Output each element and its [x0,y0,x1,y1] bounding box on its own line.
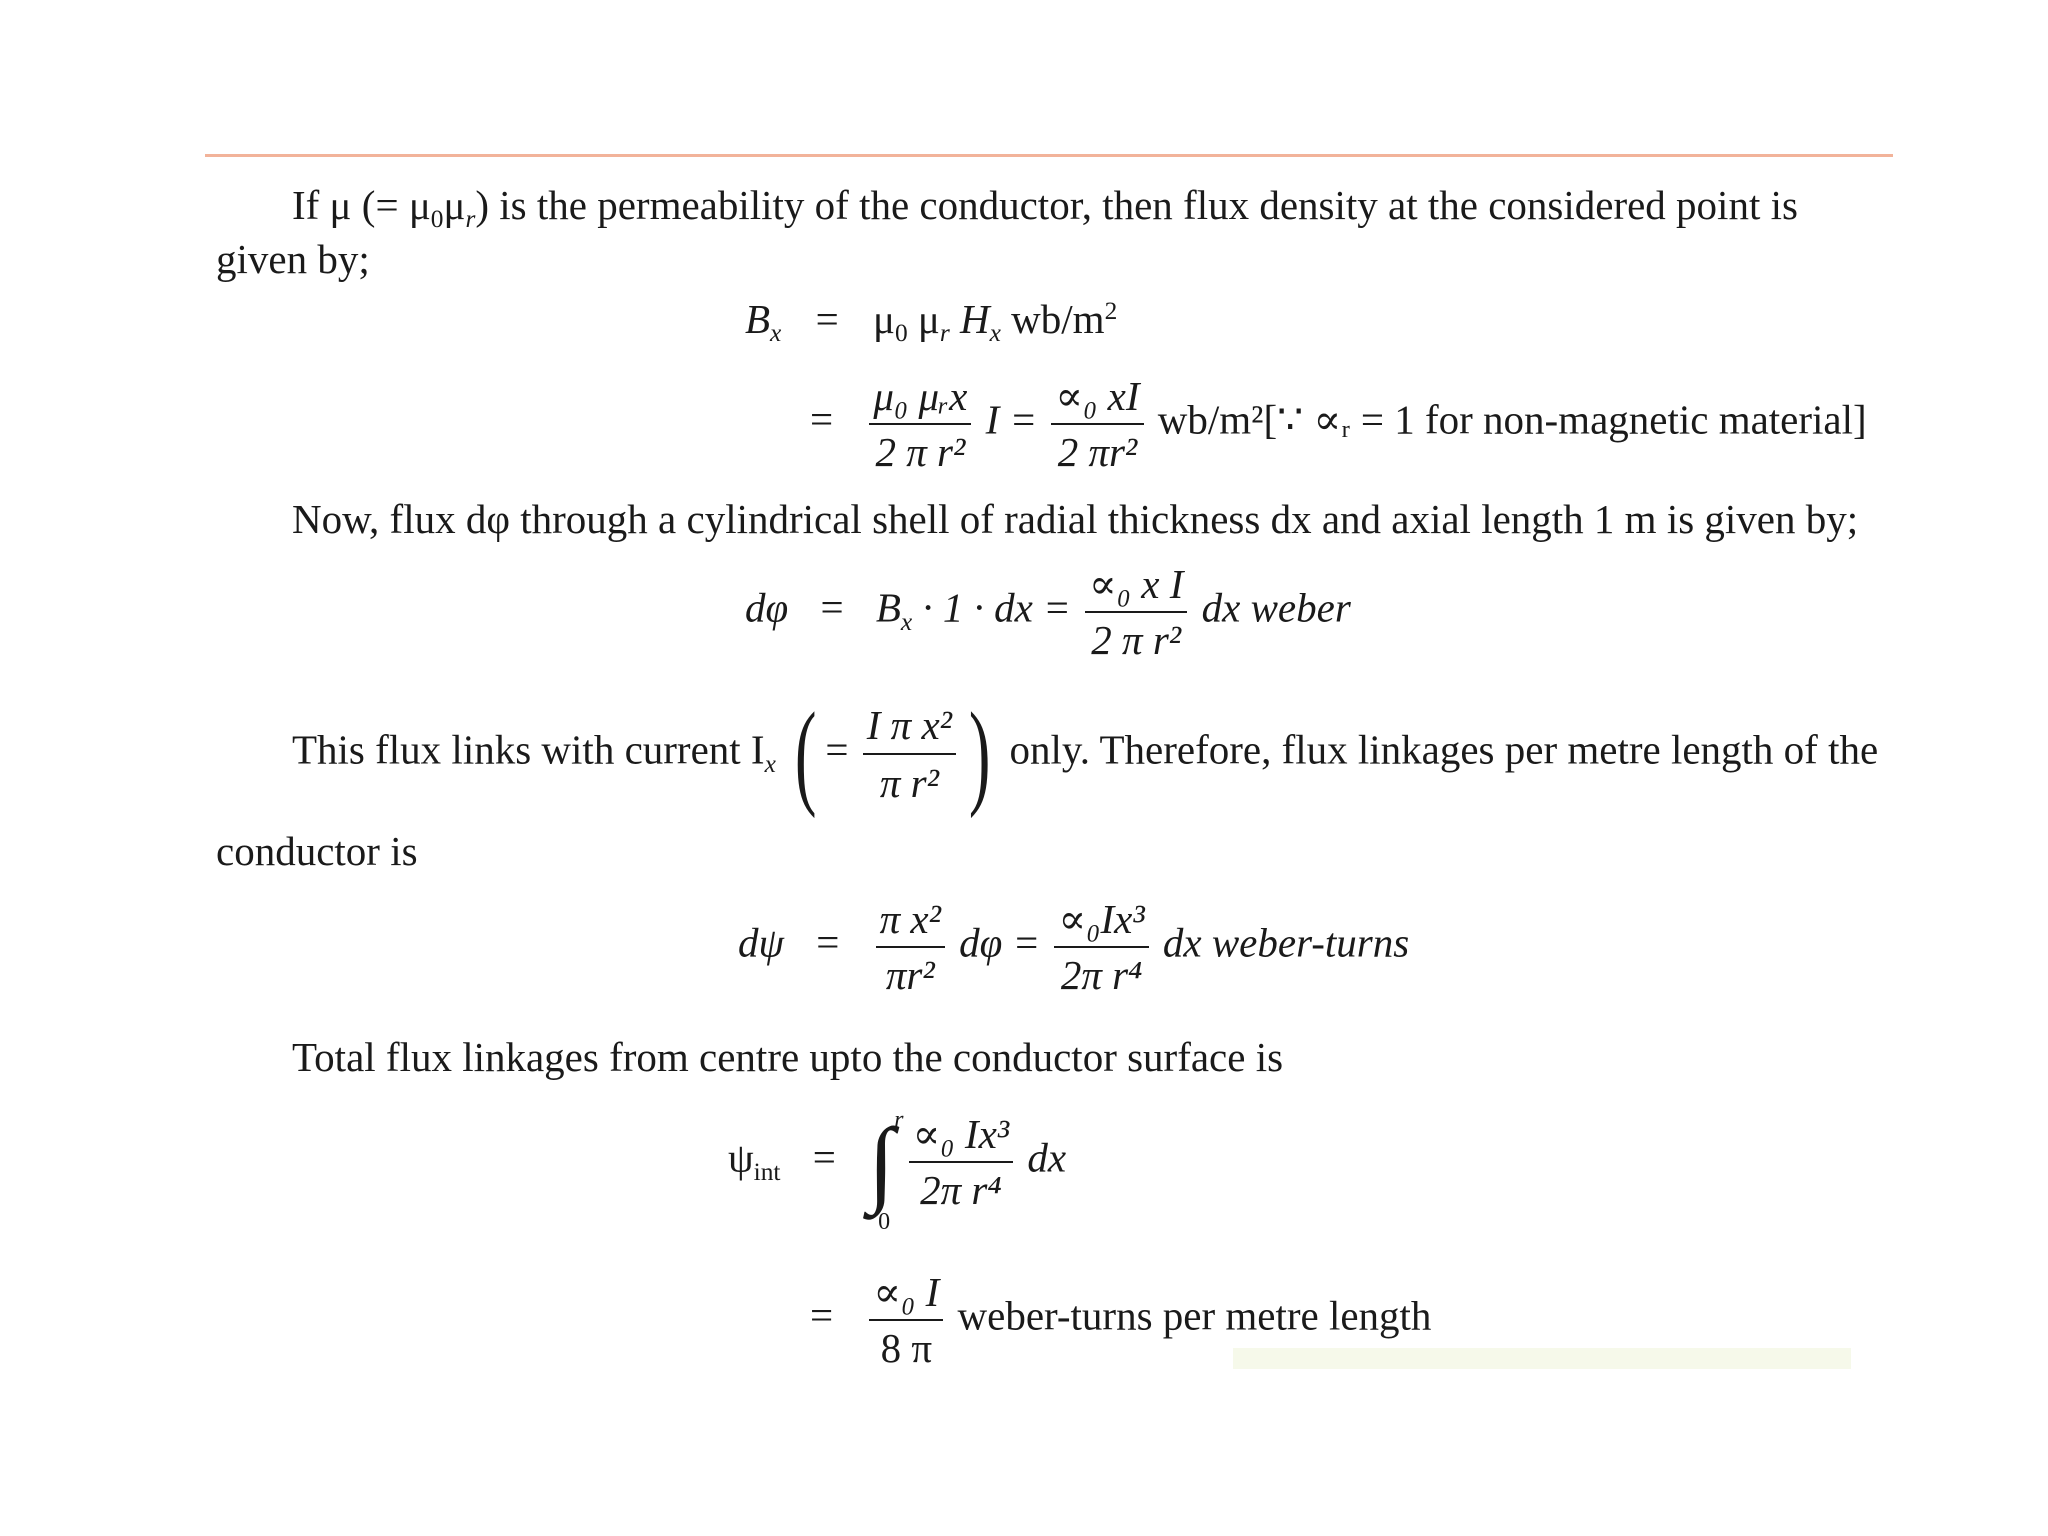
paragraph-flux-links-line2: conductor is [216,828,418,874]
eq4-fraction-2 [1054,895,1148,999]
eq6-fraction [869,1268,943,1372]
equation-psi-result [810,1268,1431,1372]
eq3-b: B [875,584,901,631]
para1-sub-r: r [465,205,476,234]
eq3-b-sub: x [900,607,913,636]
eq4-tail: dx weber-turns [1162,919,1410,966]
eq5-equals: = [812,1134,836,1181]
left-paren: ( [794,687,817,819]
paragraph-flux-links [292,687,1879,819]
eq4-f1-den: πr² [885,952,935,998]
eq6-f-num: ∝₀ I [869,1268,943,1321]
para1-text-e: ) is the permeability of the conductor, then flux density at the considered point is [475,182,1798,228]
eq1-lhs: B [745,296,771,342]
eq1-unit-sup: 2 [1104,297,1118,326]
integral-symbol: ∫ [868,1108,895,1215]
integral-sign [868,1107,904,1235]
para3-f-num: I π x² [863,700,956,755]
eq2-f2-den: 2 πr² [1057,429,1138,475]
para3-text-a: This flux links with current I [292,726,765,773]
eq1-mur: μ [907,296,940,342]
eq1-equals: = [815,296,839,342]
para3-sub: x [764,749,776,778]
equation-flux-density [745,295,1118,348]
eq5-lhs: ψ [728,1134,754,1181]
para3-f-den: π r² [879,760,939,806]
eq1-h-sub: x [989,319,1001,348]
eq5-f-num: ∝₀ Ix³ [909,1110,1013,1163]
para1-text-a: If μ (= μ [292,182,431,228]
eq1-h: H [949,296,990,342]
eq5-fraction [909,1110,1013,1214]
eq2-mid: I = [985,396,1038,443]
eq2-tail: wb/m²[∵ ∝ᵣ = 1 for non-magnetic material] [1157,396,1867,443]
equation-flux-density-expanded [810,372,1867,476]
eq3-equals: = [820,584,844,631]
eq3-f-den: 2 π r² [1091,617,1182,663]
integral-lower-limit: 0 [878,1209,891,1235]
eq5-tail: dx [1027,1134,1067,1181]
eq2-f1-num: μ₀ μᵣx [869,372,971,425]
eq6-tail: weber-turns per metre length [957,1292,1432,1339]
eq4-fraction-1 [876,895,945,999]
eq5-f-den: 2π r⁴ [920,1167,1002,1213]
eq2-fraction-1 [869,372,971,476]
eq1-lhs-sub: x [770,319,782,348]
eq4-equals: = [816,919,840,966]
eq3-middle: · 1 · dx = [912,584,1071,631]
para1-text-c: μ [443,182,466,228]
eq3-tail: dx weber [1201,584,1351,631]
para3-equals: = [825,726,849,773]
eq6-equals: = [810,1292,834,1339]
eq3-lhs: dφ [745,584,789,631]
eq4-f2-num: ∝₀Ix³ [1054,895,1148,948]
eq2-equals: = [810,396,834,443]
equation-psi-int [728,1107,1067,1235]
equation-dphi [745,560,1351,664]
para3-text-b: only. Therefore, flux linkages per metre length of the [1009,726,1879,773]
eq4-lhs: dψ [738,919,784,966]
eq2-f2-num: ∝₀ xI [1051,372,1143,425]
eq2-f1-den: 2 π r² [875,429,966,475]
eq1-mu: μ [872,296,895,342]
integral-upper-limit: r [894,1107,904,1133]
eq1-mur-sub: r [939,319,950,348]
right-paren: ) [968,687,991,819]
eq3-f-num: ∝₀ x I [1085,560,1187,613]
paragraph-permeability-line2: given by; [216,236,370,282]
eq4-mid: dφ = [959,919,1041,966]
eq4-f2-den: 2π r⁴ [1060,952,1143,998]
top-divider-line [205,154,1893,157]
eq1-mu-sub: 0 [894,319,908,348]
para1-sub-0: 0 [430,205,444,234]
eq2-fraction-2 [1051,372,1143,476]
paragraph-total-flux: Total flux linkages from centre upto the conductor surface is [292,1034,1284,1080]
para3-fraction [863,700,956,808]
eq3-fraction [1085,560,1187,664]
paragraph-flux-shell: Now, flux dφ through a cylindrical shell of radial thickness dx and axial length 1 m is given by; [292,496,1859,542]
eq6-f-den: 8 π [880,1325,933,1371]
paragraph-permeability [292,180,1798,234]
eq4-f1-num: π x² [876,895,945,948]
eq1-unit: wb/m [1000,296,1105,342]
equation-dpsi [738,895,1409,999]
eq5-lhs-sub: int [753,1157,781,1186]
